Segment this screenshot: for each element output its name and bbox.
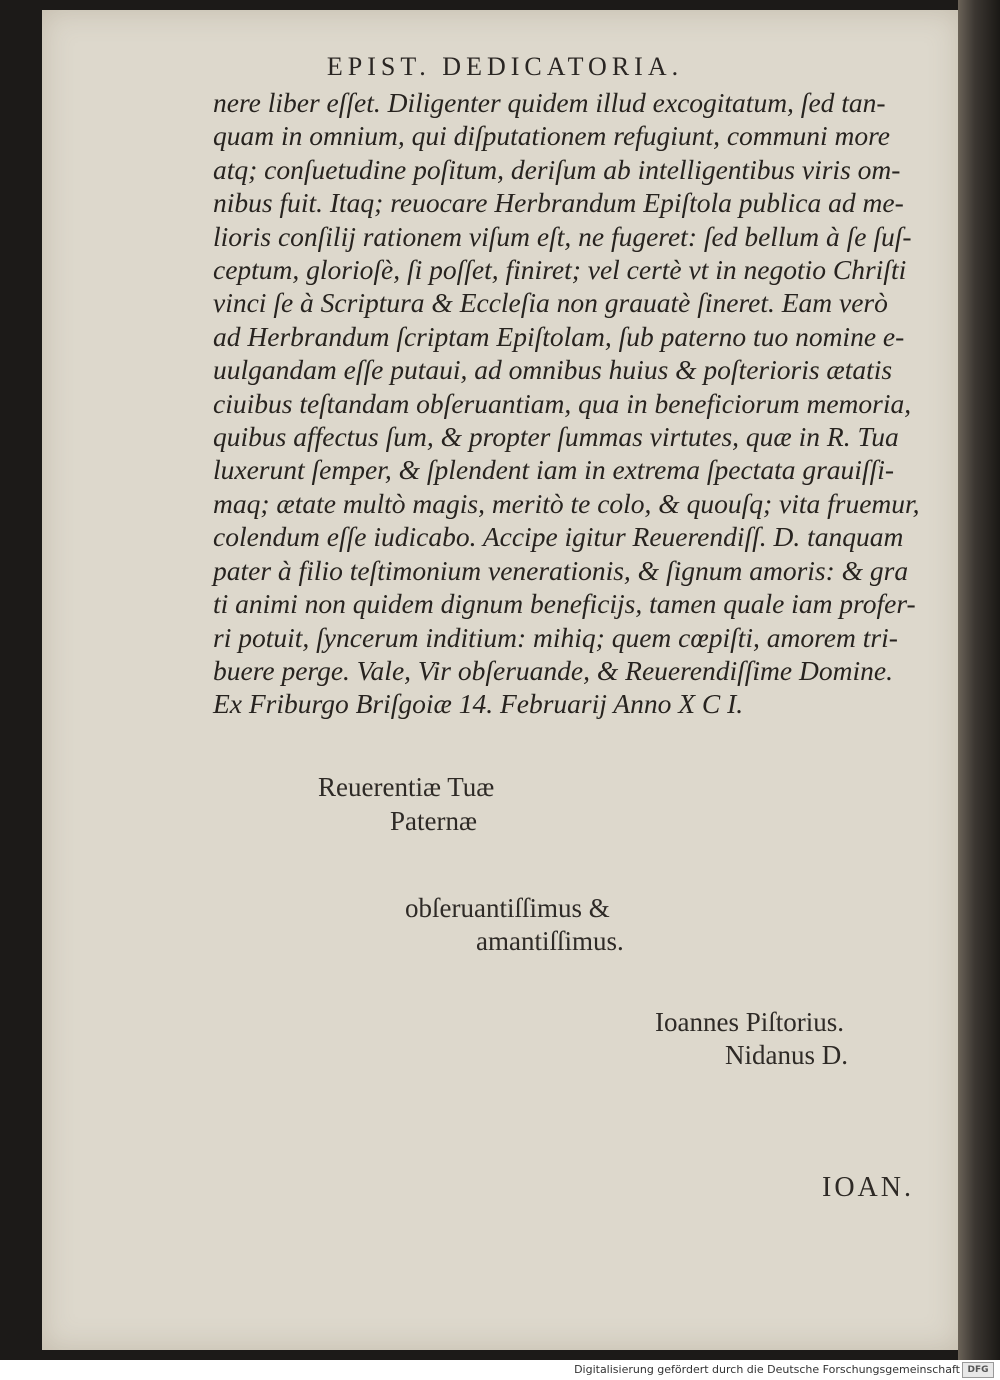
closing-line-3: obſeruantiſſimus & [405, 893, 610, 923]
closing-line-4: amantiſſimus. [476, 926, 624, 956]
body-line: buere perge. Vale, Vir obſeruande, & Reuerendiſſime Domine. [213, 654, 893, 686]
catchword: IOAN. [822, 1172, 914, 1203]
body-line: Ex Friburgo Briſgoiæ 14. Februarij Anno X C I. [213, 688, 744, 720]
body-line: ad Herbrandum ſcriptam Epiſtolam, ſub paterno tuo nomine e- [213, 320, 905, 352]
body-line: quam in omnium, qui diſputationem refugiunt, communi more [213, 120, 891, 152]
body-line: pater à filio teſtimonium venerationis, & ſignum amoris: & gra [213, 554, 909, 586]
body-line: colendum eſſe iudicabo. Accipe igitur Reuerendiſſ. D. tanquam [213, 521, 904, 553]
body-line: ceptum, glorioſè, ſi poſſet, finiret; vel certè vt in negotio Chriſti [213, 254, 907, 286]
body-line: luxerunt ſemper, & ſplendent iam in extrema ſpectata grauiſſi- [213, 454, 895, 486]
dfg-logo: DFG [962, 1362, 994, 1378]
body-line: ti animi non quidem dignum beneficijs, tamen quale iam profer- [213, 588, 916, 620]
footer-credit: Digitalisierung gefördert durch die Deutsche Forschungsgemeinschaft [574, 1363, 960, 1376]
body-line: nere liber eſſet. Diligenter quidem illud excogitatum, ſed tan- [213, 87, 886, 118]
body-text [213, 86, 943, 721]
closing-line-2: Paternæ [390, 806, 477, 836]
page-edge [958, 0, 1000, 1360]
body-line: quibus affectus ſum, & propter ſummas virtutes, quæ in R. Tua [213, 421, 899, 453]
body-line: atq; conſuetudine poſitum, deriſum ab intelligentibus viris om- [213, 153, 901, 185]
body-line: ri potuit, ſyncerum inditium: mihiq; quem cœpiſti, amorem tri- [213, 621, 898, 653]
closing-line-1: Reuerentiæ Tuæ [318, 772, 495, 802]
running-header: EPIST. DEDICATORIA. [326, 52, 684, 81]
body-line: lioris conſilij rationem viſum eſt, ne fugeret: ſed bellum à ſe ſuſ- [213, 220, 912, 252]
signature-name-1: Ioannes Piſtorius. [655, 1007, 844, 1037]
body-line: maq; ætate multò magis, meritò te colo, & quouſq; vita fruemur, [213, 487, 920, 519]
body-line: vinci ſe à Scriptura & Eccleſia non grauatè ſineret. Eam verò [213, 287, 888, 319]
body-line: ciuibus teſtandam obſeruantiam, qua in beneficiorum memoria, [213, 387, 912, 419]
body-line: nibus fuit. Itaq; reuocare Herbrandum Epiſtola publica ad me- [213, 187, 904, 219]
body-line: uulgandam eſſe putaui, ad omnibus huius & poſterioris ætatis [213, 354, 893, 386]
signature-name-2: Nidanus D. [725, 1040, 848, 1070]
